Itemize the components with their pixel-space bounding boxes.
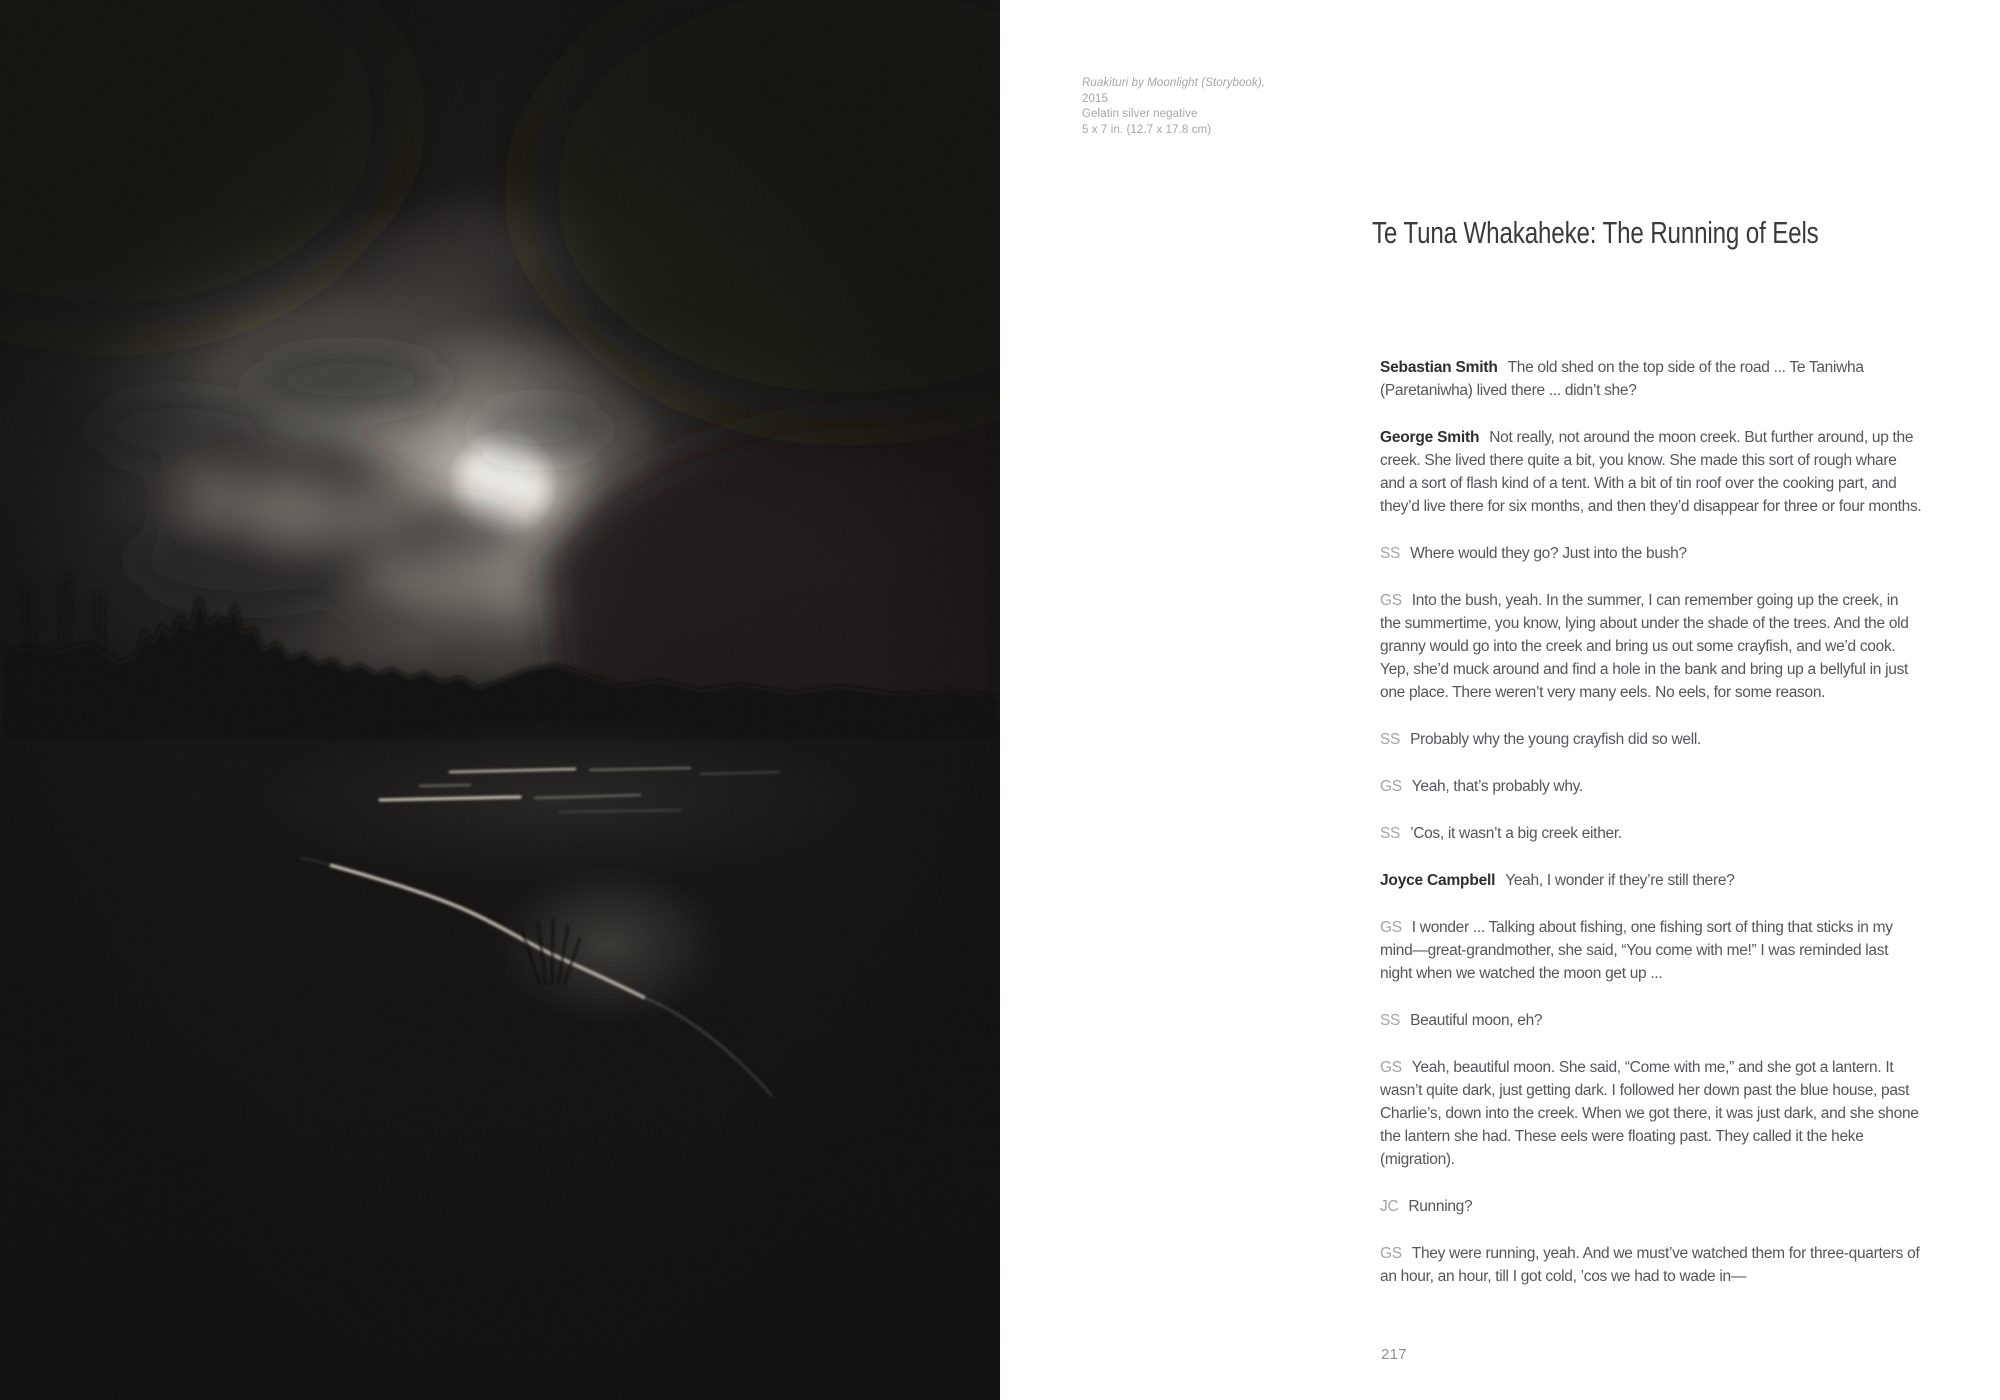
- speech-text: Beautiful moon, eh?: [1410, 1012, 1543, 1029]
- caption-medium: Gelatin silver negative: [1082, 108, 1198, 120]
- speaker-label: GS: [1380, 592, 1402, 609]
- dialogue-paragraph: [1380, 542, 1922, 565]
- speaker-label: Sebastian Smith: [1380, 359, 1498, 376]
- speaker-label: GS: [1380, 1245, 1402, 1262]
- speaker-label: JC: [1380, 1198, 1399, 1215]
- dialogue-paragraph: [1380, 1195, 1922, 1218]
- caption-dimensions: 5 x 7 in. (12.7 x 17.8 cm): [1082, 123, 1212, 136]
- speaker-label: SS: [1380, 545, 1401, 562]
- dialogue-paragraph: [1380, 1242, 1922, 1288]
- speaker-label: Joyce Campbell: [1380, 872, 1496, 889]
- dialogue-paragraph: [1380, 728, 1922, 751]
- speaker-label: SS: [1380, 1012, 1401, 1029]
- speech-text: Probably why the young crayfish did so well.: [1410, 731, 1702, 748]
- page-number: 217: [1381, 1346, 1407, 1363]
- speech-text: Running?: [1408, 1198, 1473, 1215]
- speaker-label: GS: [1380, 919, 1402, 936]
- dialogue-paragraph: [1380, 916, 1922, 985]
- dialogue-paragraph: [1380, 1056, 1922, 1171]
- speech-text: Yeah, I wonder if they’re still there?: [1505, 872, 1735, 889]
- speaker-label: GS: [1380, 1059, 1402, 1076]
- dialogue-paragraph: [1380, 356, 1922, 402]
- speaker-label: George Smith: [1380, 429, 1480, 446]
- page-title: Te Tuna Whakaheke: The Running of Eels: [1372, 215, 1819, 250]
- speech-text: Where would they go? Just into the bush?: [1410, 545, 1687, 562]
- dialogue-paragraph: [1380, 822, 1922, 845]
- speech-text: They were running, yeah. And we must’ve watched them for three-quarters of an hour, an hour, till I got cold, ’cos we had to wade in—: [1380, 1245, 1920, 1285]
- caption-year: 2015: [1082, 92, 1108, 105]
- dialogue-paragraph: [1380, 775, 1922, 798]
- speaker-label: SS: [1380, 825, 1401, 842]
- speaker-label: SS: [1380, 731, 1401, 748]
- speech-text: I wonder ... Talking about fishing, one fishing sort of thing that sticks in my mind—great-grandmother, she said, “You come with me!” I was reminded last night when we watched the moon get up ...: [1380, 919, 1893, 982]
- artwork-caption: [1082, 76, 1362, 138]
- speech-text: Yeah, beautiful moon. She said, “Come with me,” and she got a lantern. It wasn’t quite dark, just getting dark. I followed her down past the blue house, past Charlie’s, down into the creek. When we got there, it was just dark, and she shone the lantern she had. These eels were floating past. They called it the heke (migration).: [1380, 1059, 1919, 1168]
- caption-title: Ruakituri by Moonlight (Storybook),: [1082, 77, 1266, 89]
- speech-text: Into the bush, yeah. In the summer, I can remember going up the creek, in the summertime, you know, lying about under the shade of the trees. And the old granny would go into the creek and bring us out some crayfish, and we’d cook. Yep, she’d muck around and find a hole in the bank and bring up a bellyful in just one place. There weren’t very many eels. No eels, for some reason.: [1380, 592, 1909, 701]
- dialogue-paragraph: [1380, 426, 1922, 518]
- speech-text: ’Cos, it wasn’t a big creek either.: [1410, 825, 1622, 842]
- speech-text: Yeah, that’s probably why.: [1411, 778, 1583, 795]
- speech-text: Not really, not around the moon creek. But further around, up the creek. She lived there quite a bit, you know. She made this sort of rough whare and a sort of flash kind of a tent. With a bit of tin roof over the cooking part, and they’d live there for six months, and then they’d disappear for three or four months.: [1380, 429, 1922, 515]
- dialogue-paragraph: [1380, 869, 1922, 892]
- dialogue: [1380, 356, 1922, 1312]
- speech-text: The old shed on the top side of the road ... Te Taniwha (Paretaniwha) lived there ... didn’t she?: [1380, 359, 1864, 399]
- speaker-label: GS: [1380, 778, 1402, 795]
- dialogue-paragraph: [1380, 1009, 1922, 1032]
- dialogue-paragraph: [1380, 589, 1922, 704]
